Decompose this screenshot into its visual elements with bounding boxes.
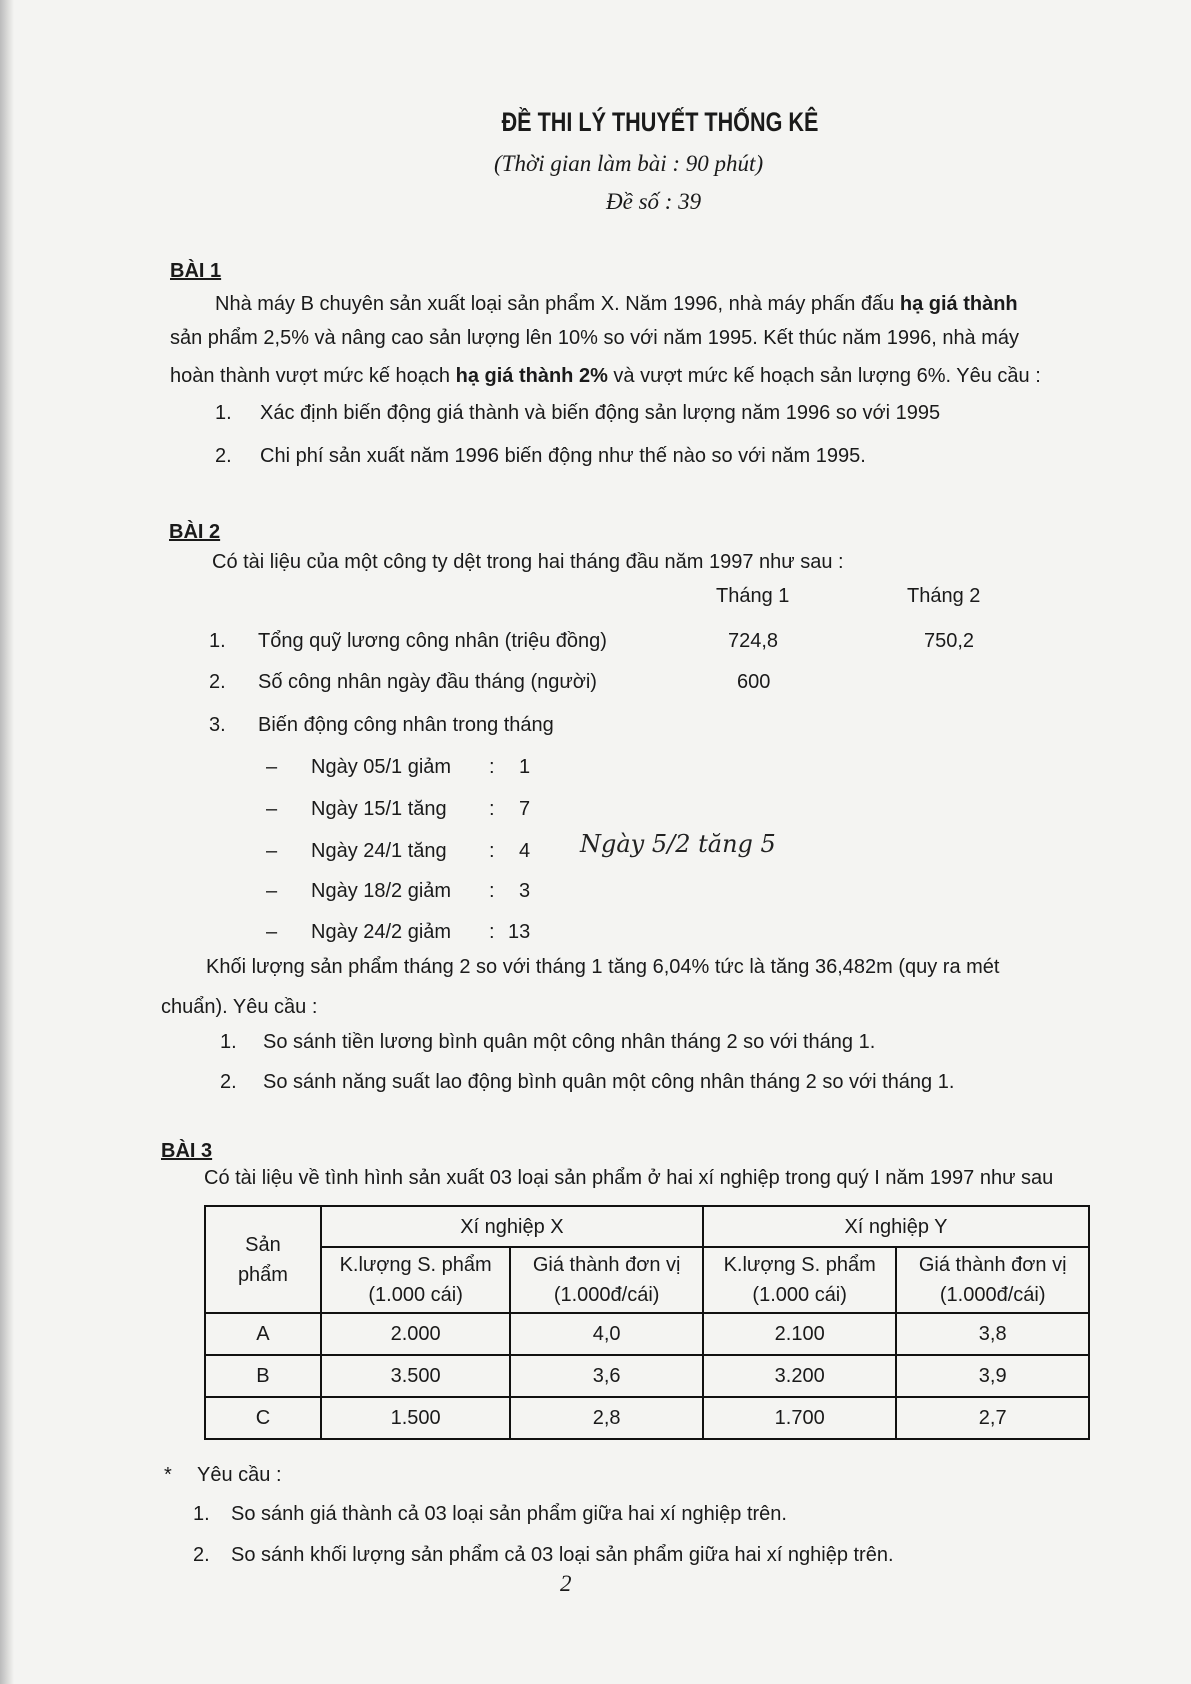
label: K.lượng S. phẩm	[723, 1254, 876, 1276]
change-label: Ngày 18/2 giảm	[311, 880, 452, 902]
dash: –	[266, 756, 278, 778]
bold-text: hạ giá thành 2%	[455, 365, 608, 387]
cell-y-cost: 3,9	[896, 1355, 1089, 1397]
header-xi-nghiep-x: Xí nghiệp X	[321, 1206, 703, 1247]
cell-y-cost: 3,8	[896, 1313, 1089, 1355]
header-qty	[321, 1247, 510, 1313]
header-xi-nghiep-y: Xí nghiệp Y	[703, 1206, 1089, 1247]
change-label: Ngày 24/1 tăng	[311, 840, 447, 862]
page-number: 2	[560, 1571, 572, 1596]
bai3-item-num: 2.	[193, 1544, 210, 1566]
cell-y-qty: 3.200	[703, 1355, 896, 1397]
bullet: *	[164, 1464, 172, 1486]
header-product: Sản phẩm	[205, 1206, 321, 1313]
label: Giá thành đơn vị	[532, 1254, 681, 1276]
row-num: 3.	[209, 714, 226, 736]
scan-edge	[0, 0, 14, 1684]
bai1-line2: sản phẩm 2,5% và nâng cao sản lượng lên 10% so với năm 1995. Kết thúc năm 1996, nhà máy	[170, 327, 1020, 349]
change-label: Ngày 24/2 giảm	[311, 921, 452, 943]
cell-x-qty: 3.500	[321, 1355, 510, 1397]
cell-product: A	[205, 1313, 321, 1355]
handwritten-note: Ngày 5/2 tăng 5	[580, 830, 776, 858]
colon: :	[489, 840, 495, 862]
bai3-intro: Có tài liệu về tình hình sản xuất 03 loại sản phẩm ở hai xí nghiệp trong quý I năm 1997 như sau	[204, 1167, 1054, 1189]
cell-x-qty: 1.500	[321, 1397, 510, 1439]
bai2-item: So sánh tiền lương bình quân một công nhân tháng 2 so với tháng 1.	[263, 1031, 876, 1053]
bai1-line3	[170, 364, 1041, 388]
change-value: 7	[519, 798, 531, 820]
text: Nhà máy B chuyên sản xuất loại sản phẩm X. Năm 1996, nhà máy phấn đấu	[215, 293, 900, 315]
dash: –	[266, 798, 278, 820]
row-label: Biến động công nhân trong tháng	[258, 714, 554, 736]
table-row	[205, 1397, 1089, 1439]
cell-y-qty: 2.100	[703, 1313, 896, 1355]
bai3-item: So sánh khối lượng sản phẩm cả 03 loại sản phẩm giữa hai xí nghiệp trên.	[231, 1544, 894, 1566]
colon: :	[489, 756, 495, 778]
bai1-item-num: 2.	[215, 445, 232, 467]
colon: :	[489, 880, 495, 902]
unit: (1.000đ/cái)	[553, 1284, 660, 1306]
bai3-item-num: 1.	[193, 1503, 210, 1525]
dash: –	[266, 880, 278, 902]
row-label: Tổng quỹ lương công nhân (triệu đồng)	[258, 630, 607, 652]
colon: :	[489, 921, 495, 943]
header-qty	[703, 1247, 896, 1313]
change-value: 4	[519, 840, 531, 862]
unit: (1.000đ/cái)	[939, 1284, 1046, 1306]
exam-duration: (Thời gian làm bài : 90 phút)	[494, 151, 764, 176]
table-row	[205, 1313, 1089, 1355]
exam-number: Đề số : 39	[606, 189, 702, 214]
change-label: Ngày 05/1 giảm	[311, 756, 452, 778]
cell-product: B	[205, 1355, 321, 1397]
cell-x-cost: 3,6	[510, 1355, 703, 1397]
colon: :	[489, 798, 495, 820]
cell-x-qty: 2.000	[321, 1313, 510, 1355]
unit: (1.000 cái)	[368, 1284, 463, 1306]
bai3-heading: BÀI 3	[161, 1140, 213, 1162]
bai2-para2: chuẩn). Yêu cầu :	[161, 996, 318, 1018]
header-cost	[510, 1247, 703, 1313]
cell-y-cost: 2,7	[896, 1397, 1089, 1439]
unit: (1.000 cái)	[752, 1284, 847, 1306]
cell-product: C	[205, 1397, 321, 1439]
bold-text: hạ giá thành	[899, 293, 1018, 315]
exam-title: ĐỀ THI LÝ THUYẾT THỐNG KÊ	[501, 107, 819, 137]
bai1-heading: BÀI 1	[170, 260, 222, 282]
dash: –	[266, 840, 278, 862]
bai1-line1	[215, 292, 1018, 316]
text: và vượt mức kế hoạch sản lượng 6%. Yêu cầu :	[607, 365, 1041, 387]
label: K.lượng S. phẩm	[339, 1254, 492, 1276]
production-table	[204, 1205, 1090, 1440]
bai1-item-num: 1.	[215, 402, 232, 424]
cell-x-cost: 4,0	[510, 1313, 703, 1355]
table-row	[205, 1355, 1089, 1397]
change-value: 1	[519, 756, 531, 778]
row-label: Số công nhân ngày đầu tháng (người)	[258, 671, 597, 693]
text: hoàn thành vượt mức kế hoạch	[170, 365, 456, 387]
row-num: 1.	[209, 630, 226, 652]
change-value: 3	[519, 880, 531, 902]
cell-x-cost: 2,8	[510, 1397, 703, 1439]
change-value: 13	[508, 921, 531, 943]
bai2-intro: Có tài liệu của một công ty dệt trong hai tháng đầu năm 1997 như sau :	[212, 551, 844, 573]
bai2-item-num: 1.	[220, 1031, 237, 1053]
cell-y-qty: 1.700	[703, 1397, 896, 1439]
row-value-m1: 724,8	[728, 630, 779, 652]
row-num: 2.	[209, 671, 226, 693]
col-thang2: Tháng 2	[907, 585, 981, 607]
bai3-req: Yêu cầu :	[197, 1464, 282, 1486]
bai2-heading: BÀI 2	[169, 521, 221, 543]
row-value-m1: 600	[737, 671, 771, 693]
row-value-m2: 750,2	[924, 630, 975, 652]
bai2-para1: Khối lượng sản phẩm tháng 2 so với tháng 1 tăng 6,04% tức là tăng 36,482m (quy ra mét	[206, 956, 1000, 978]
col-thang1: Tháng 1	[716, 585, 790, 607]
change-label: Ngày 15/1 tăng	[311, 798, 447, 820]
header-cost	[896, 1247, 1089, 1313]
dash: –	[266, 921, 278, 943]
bai2-item: So sánh năng suất lao động bình quân một công nhân tháng 2 so với tháng 1.	[263, 1071, 955, 1093]
bai1-item: Xác định biến động giá thành và biến động sản lượng năm 1996 so với 1995	[260, 402, 941, 424]
bai1-item: Chi phí sản xuất năm 1996 biến động như thế nào so với năm 1995.	[260, 445, 866, 467]
label: Giá thành đơn vị	[918, 1254, 1067, 1276]
bai2-item-num: 2.	[220, 1071, 237, 1093]
bai3-item: So sánh giá thành cả 03 loại sản phẩm giữa hai xí nghiệp trên.	[231, 1503, 787, 1525]
